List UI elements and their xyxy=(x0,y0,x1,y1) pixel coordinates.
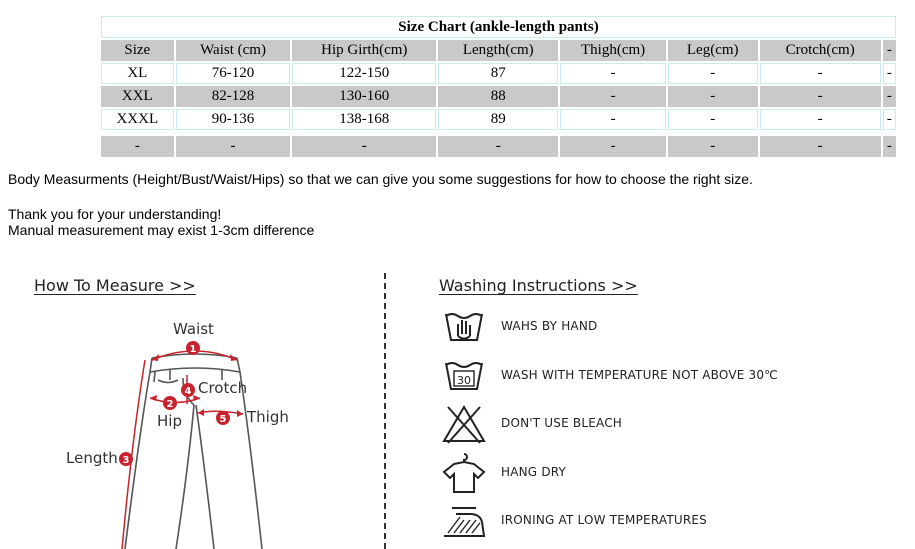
table-cell: - xyxy=(560,63,665,84)
table-cell: - xyxy=(883,109,896,130)
header-cell: - xyxy=(883,40,896,61)
thigh-label: Thigh xyxy=(247,408,289,426)
table-cell: - xyxy=(883,136,896,157)
header-cell: Size xyxy=(101,40,174,61)
table-cell: 87 xyxy=(438,63,558,84)
body-measurements-note: Body Measurments (Height/Bust/Waist/Hips) so that we can give you some suggestions for how to choose the right size. xyxy=(8,171,753,187)
waist-label: Waist xyxy=(173,320,214,338)
measure-number-badges xyxy=(119,341,230,466)
table-cell: - xyxy=(760,136,881,157)
table-cell: - xyxy=(668,63,758,84)
size-chart xyxy=(99,14,898,159)
hip-label: Hip xyxy=(157,412,182,430)
size-chart-table xyxy=(99,14,898,159)
table-cell: 76-120 xyxy=(176,63,291,84)
wash-label: HANG DRY xyxy=(501,465,567,479)
table-cell: - xyxy=(883,63,896,84)
table-cell: - xyxy=(760,86,881,107)
wash-30-icon xyxy=(440,355,488,399)
header-cell: Crotch(cm) xyxy=(760,40,881,61)
length-label: Length xyxy=(66,449,118,467)
table-row xyxy=(101,63,896,84)
table-header-row xyxy=(101,40,896,61)
table-cell: 88 xyxy=(438,86,558,107)
table-cell: 82-128 xyxy=(176,86,291,107)
hand-wash-icon xyxy=(440,306,488,350)
table-cell: - xyxy=(560,86,665,107)
measurement-difference-note: Manual measurement may exist 1-3cm difference xyxy=(8,222,315,238)
thanks-note: Thank you for your understanding! xyxy=(8,206,222,222)
table-cell: - xyxy=(438,136,558,157)
table-row xyxy=(101,109,896,130)
table-cell: 130-160 xyxy=(292,86,436,107)
table-cell: 90-136 xyxy=(176,109,291,130)
table-cell: - xyxy=(668,109,758,130)
iron-low-icon xyxy=(440,500,488,544)
table-cell: 138-168 xyxy=(292,109,436,130)
header-cell: Leg(cm) xyxy=(668,40,758,61)
wash-label: IRONING AT LOW TEMPERATURES xyxy=(501,513,707,527)
header-cell: Waist (cm) xyxy=(176,40,291,61)
table-row xyxy=(101,136,896,157)
waist-number: 1 xyxy=(189,344,197,355)
washing-instructions-title: Washing Instructions >> xyxy=(439,276,638,295)
table-cell: XXL xyxy=(101,86,174,107)
table-cell: - xyxy=(560,136,665,157)
table-cell: - xyxy=(760,63,881,84)
thigh-number: 5 xyxy=(219,414,227,425)
crotch-number: 4 xyxy=(184,386,192,397)
table-cell: 89 xyxy=(438,109,558,130)
section-divider xyxy=(384,273,386,549)
table-cell: - xyxy=(101,136,174,157)
table-cell: XXXL xyxy=(101,109,174,130)
table-cell: - xyxy=(760,109,881,130)
wash-temp-badge: 30 xyxy=(457,374,471,387)
no-bleach-icon xyxy=(440,403,488,447)
wash-label: WASH WITH TEMPERATURE NOT ABOVE 30℃ xyxy=(501,368,778,382)
header-cell: Thigh(cm) xyxy=(560,40,665,61)
table-cell: - xyxy=(668,86,758,107)
how-to-measure-title: How To Measure >> xyxy=(34,276,196,295)
wash-label: DON'T USE BLEACH xyxy=(501,416,623,430)
size-chart-title: Size Chart (ankle-length pants) xyxy=(101,16,896,38)
crotch-label: Crotch xyxy=(198,379,248,397)
header-cell: Length(cm) xyxy=(438,40,558,61)
hang-dry-icon xyxy=(440,452,488,496)
table-cell: - xyxy=(176,136,291,157)
length-number: 3 xyxy=(122,455,130,466)
wash-label: WAHS BY HAND xyxy=(501,319,598,333)
table-cell: - xyxy=(883,86,896,107)
table-cell: - xyxy=(668,136,758,157)
hip-number: 2 xyxy=(166,399,174,410)
table-cell: 122-150 xyxy=(292,63,436,84)
table-row xyxy=(101,86,896,107)
table-cell: XL xyxy=(101,63,174,84)
table-cell: - xyxy=(560,109,665,130)
table-cell: - xyxy=(292,136,436,157)
header-cell: Hip Girth(cm) xyxy=(292,40,436,61)
